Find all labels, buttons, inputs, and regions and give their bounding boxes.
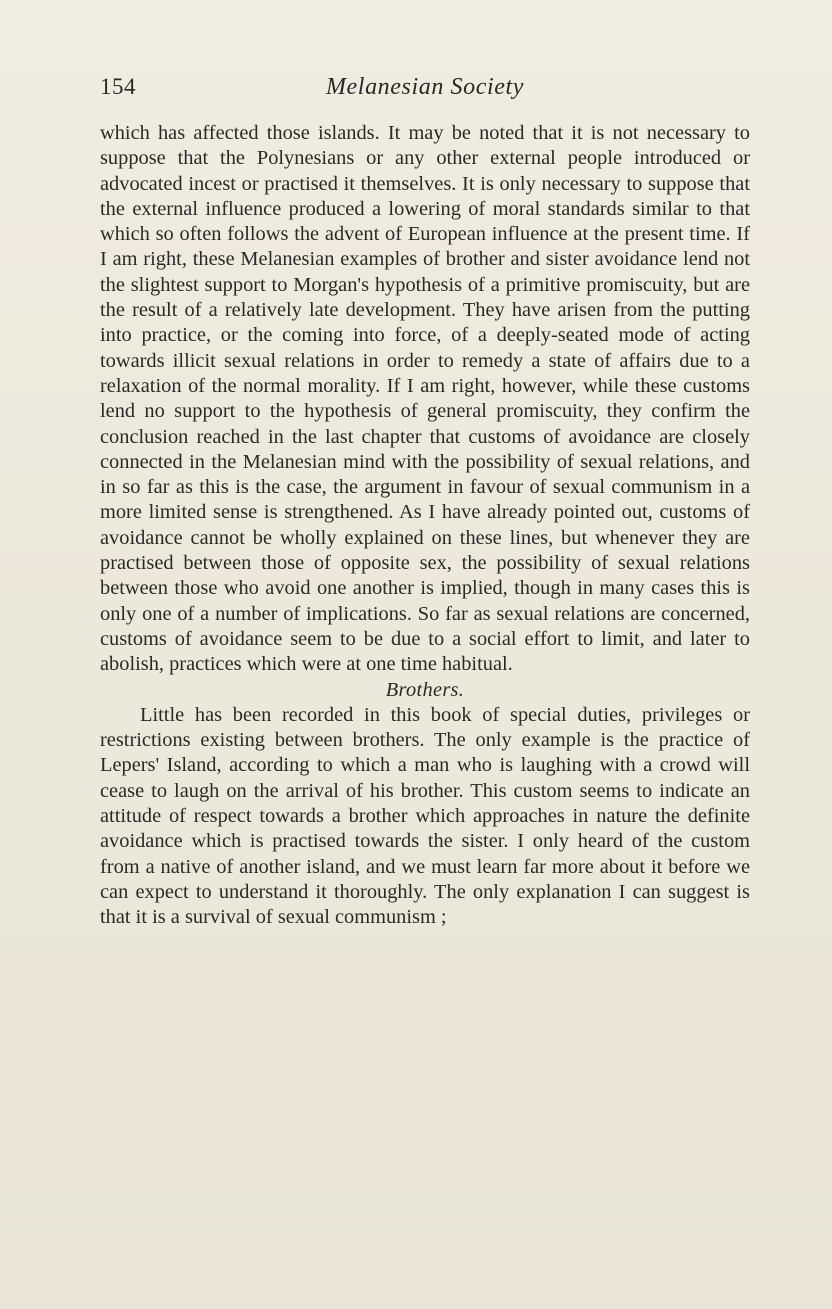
running-title: Melanesian Society: [325, 74, 525, 100]
page-number: 154: [100, 74, 136, 99]
page-header: [100, 74, 750, 106]
paragraph-continuation: which has affected those islands. It may be noted that it is not necessary to suppose that the Polynesians or any other external people introduced or advocated incest or practised it themselves. It is only necessary to suppose that the external influence produced a lowering of moral standards similar to that which so often follows the advent of European influence at the present time. If I am right, these Melanesian examples of brother and sister avoidance lend not the slightest support to Morgan's hypothesis of a primitive promiscuity, but are the result of a relatively late development. They have arisen from the putting into practice, or the coming into force, of a deeply-seated mode of acting towards illicit sexual relations in order to remedy a state of affairs due to a relaxation of the normal morality. If I am right, however, while these customs lend no support to the hypothesis of general promiscuity, they confirm the conclusion reached in the last chapter that customs of avoidance are closely connected in the Melanesian mind with the possibility of sexual relations, and in so far as this is the case, the argument in favour of sexual communism in a more limited sense is strengthened. As I have already pointed out, customs of avoidance cannot be wholly explained on these lines, but whenever they are practised between those of opposite sex, the possibility of sexual relations between those who avoid one another is implied, though in many cases this is only one of a number of implications. So far as sexual relations are concerned, customs of avoidance seem to be due to a social effort to limit, and later to abolish, practices which were at one time habitual.: [100, 122, 750, 676]
body-text: [100, 121, 750, 931]
section-heading: Brothers.: [385, 678, 465, 701]
paragraph-brothers: Little has been recorded in this book of special duties, privileges or restrictions existing between brothers. The only example is the practice of Lepers' Island, according to which a man who is laughing with a crowd will cease to laugh on the arrival of his brother. This custom seems to indicate an attitude of respect towards a brother which approaches in nature the definite avoidance which is practised towards the sister. I only heard of the custom from a native of another island, and we must learn far more about it before we can expect to understand it thoroughly. The only explanation I can suggest is that it is a survival of sexual communism ;: [100, 703, 750, 929]
